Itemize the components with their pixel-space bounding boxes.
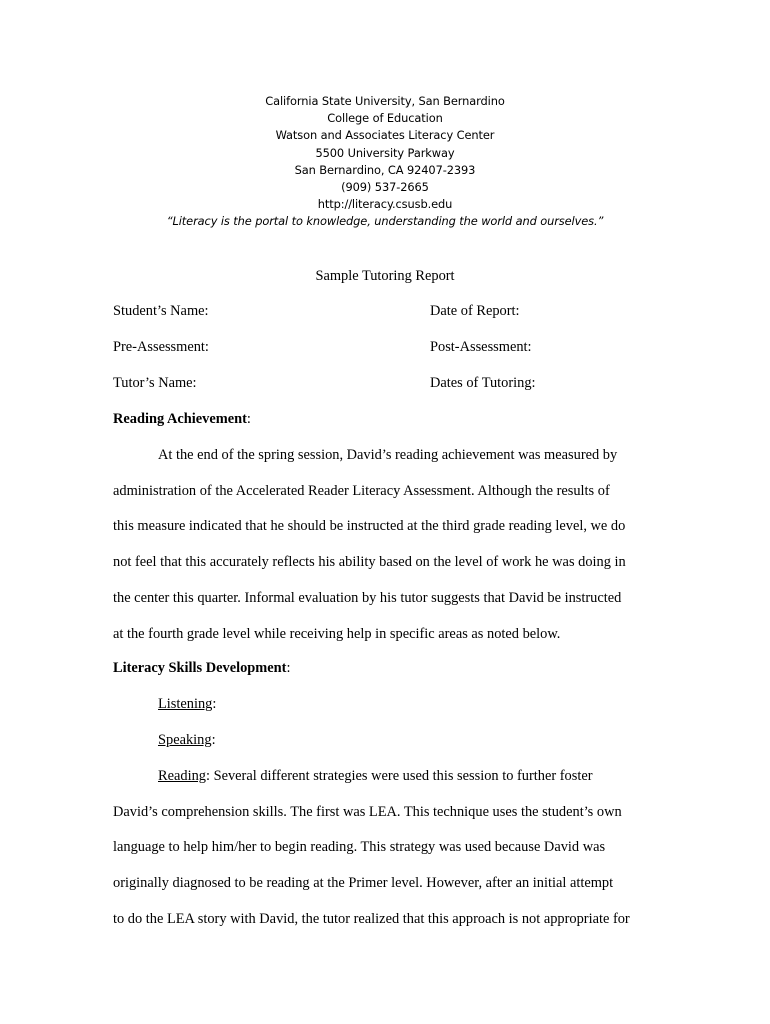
center-name: Watson and Associates Literacy Center bbox=[275, 128, 495, 143]
dates-of-tutoring-label: Dates of Tutoring: bbox=[430, 375, 536, 391]
motto: “Literacy is the portal to knowledge, understanding the world and ourselves.” bbox=[166, 214, 604, 229]
pre-assessment-label: Pre-Assessment: bbox=[113, 339, 209, 355]
date-of-report-label: Date of Report: bbox=[430, 303, 520, 319]
subheading-colon: : bbox=[212, 696, 217, 712]
paragraph-line: administration of the Accelerated Reader Literacy Assessment. Although the results of bbox=[113, 483, 610, 499]
letterhead bbox=[0, 93, 770, 231]
street-address: 5500 University Parkway bbox=[315, 145, 455, 160]
paragraph-line: David’s comprehension skills. The first was LEA. This technique uses the student’s own bbox=[113, 804, 622, 820]
heading-colon: : bbox=[246, 411, 251, 427]
city-address: San Bernardino, CA 92407-2393 bbox=[294, 162, 476, 177]
paragraph-line: At the end of the spring session, David’s reading achievement was measured by bbox=[158, 447, 618, 463]
tutor-name-label: Tutor’s Name: bbox=[113, 375, 197, 391]
report-title: Sample Tutoring Report bbox=[315, 268, 455, 284]
reading-first-line-text: : Several different strategies were used this session to further foster bbox=[205, 768, 593, 784]
post-assessment-label: Post-Assessment: bbox=[430, 339, 532, 355]
college-name: College of Education bbox=[327, 111, 443, 126]
reading-label: Reading bbox=[158, 768, 206, 784]
paragraph-line: this measure indicated that he should be instructed at the third grade reading level, we do bbox=[113, 518, 626, 534]
paragraph-line: the center this quarter. Informal evaluation by his tutor suggests that David be instructed bbox=[113, 590, 622, 606]
student-name-label: Student’s Name: bbox=[113, 303, 209, 319]
literacy-skills-heading bbox=[113, 660, 290, 677]
listening-label: Listening bbox=[158, 696, 213, 712]
speaking-label: Speaking bbox=[158, 732, 212, 748]
phone-number: (909) 537-2665 bbox=[341, 180, 429, 195]
listening-subheading bbox=[158, 696, 216, 713]
paragraph-line: not feel that this accurately reflects his ability based on the level of work he was doing in bbox=[113, 554, 626, 570]
speaking-subheading bbox=[158, 732, 216, 749]
reading-achievement-heading bbox=[113, 411, 251, 428]
paragraph-line: language to help him/her to begin reading. This strategy was used because David was bbox=[113, 839, 606, 855]
website-url: http://literacy.csusb.edu bbox=[317, 197, 453, 212]
paragraph-line: at the fourth grade level while receiving help in specific areas as noted below. bbox=[113, 626, 561, 642]
reading-achievement-heading-text: Reading Achievement bbox=[113, 411, 247, 427]
heading-colon: : bbox=[286, 660, 291, 676]
paragraph-line: originally diagnosed to be reading at the Primer level. However, after an initial attempt bbox=[113, 875, 614, 891]
literacy-skills-heading-text: Literacy Skills Development bbox=[113, 660, 287, 676]
subheading-colon: : bbox=[211, 732, 216, 748]
reading-subheading bbox=[158, 768, 593, 785]
university-name: California State University, San Bernardino bbox=[265, 94, 505, 108]
paragraph-line: to do the LEA story with David, the tutor realized that this approach is not appropriate for bbox=[113, 911, 630, 927]
